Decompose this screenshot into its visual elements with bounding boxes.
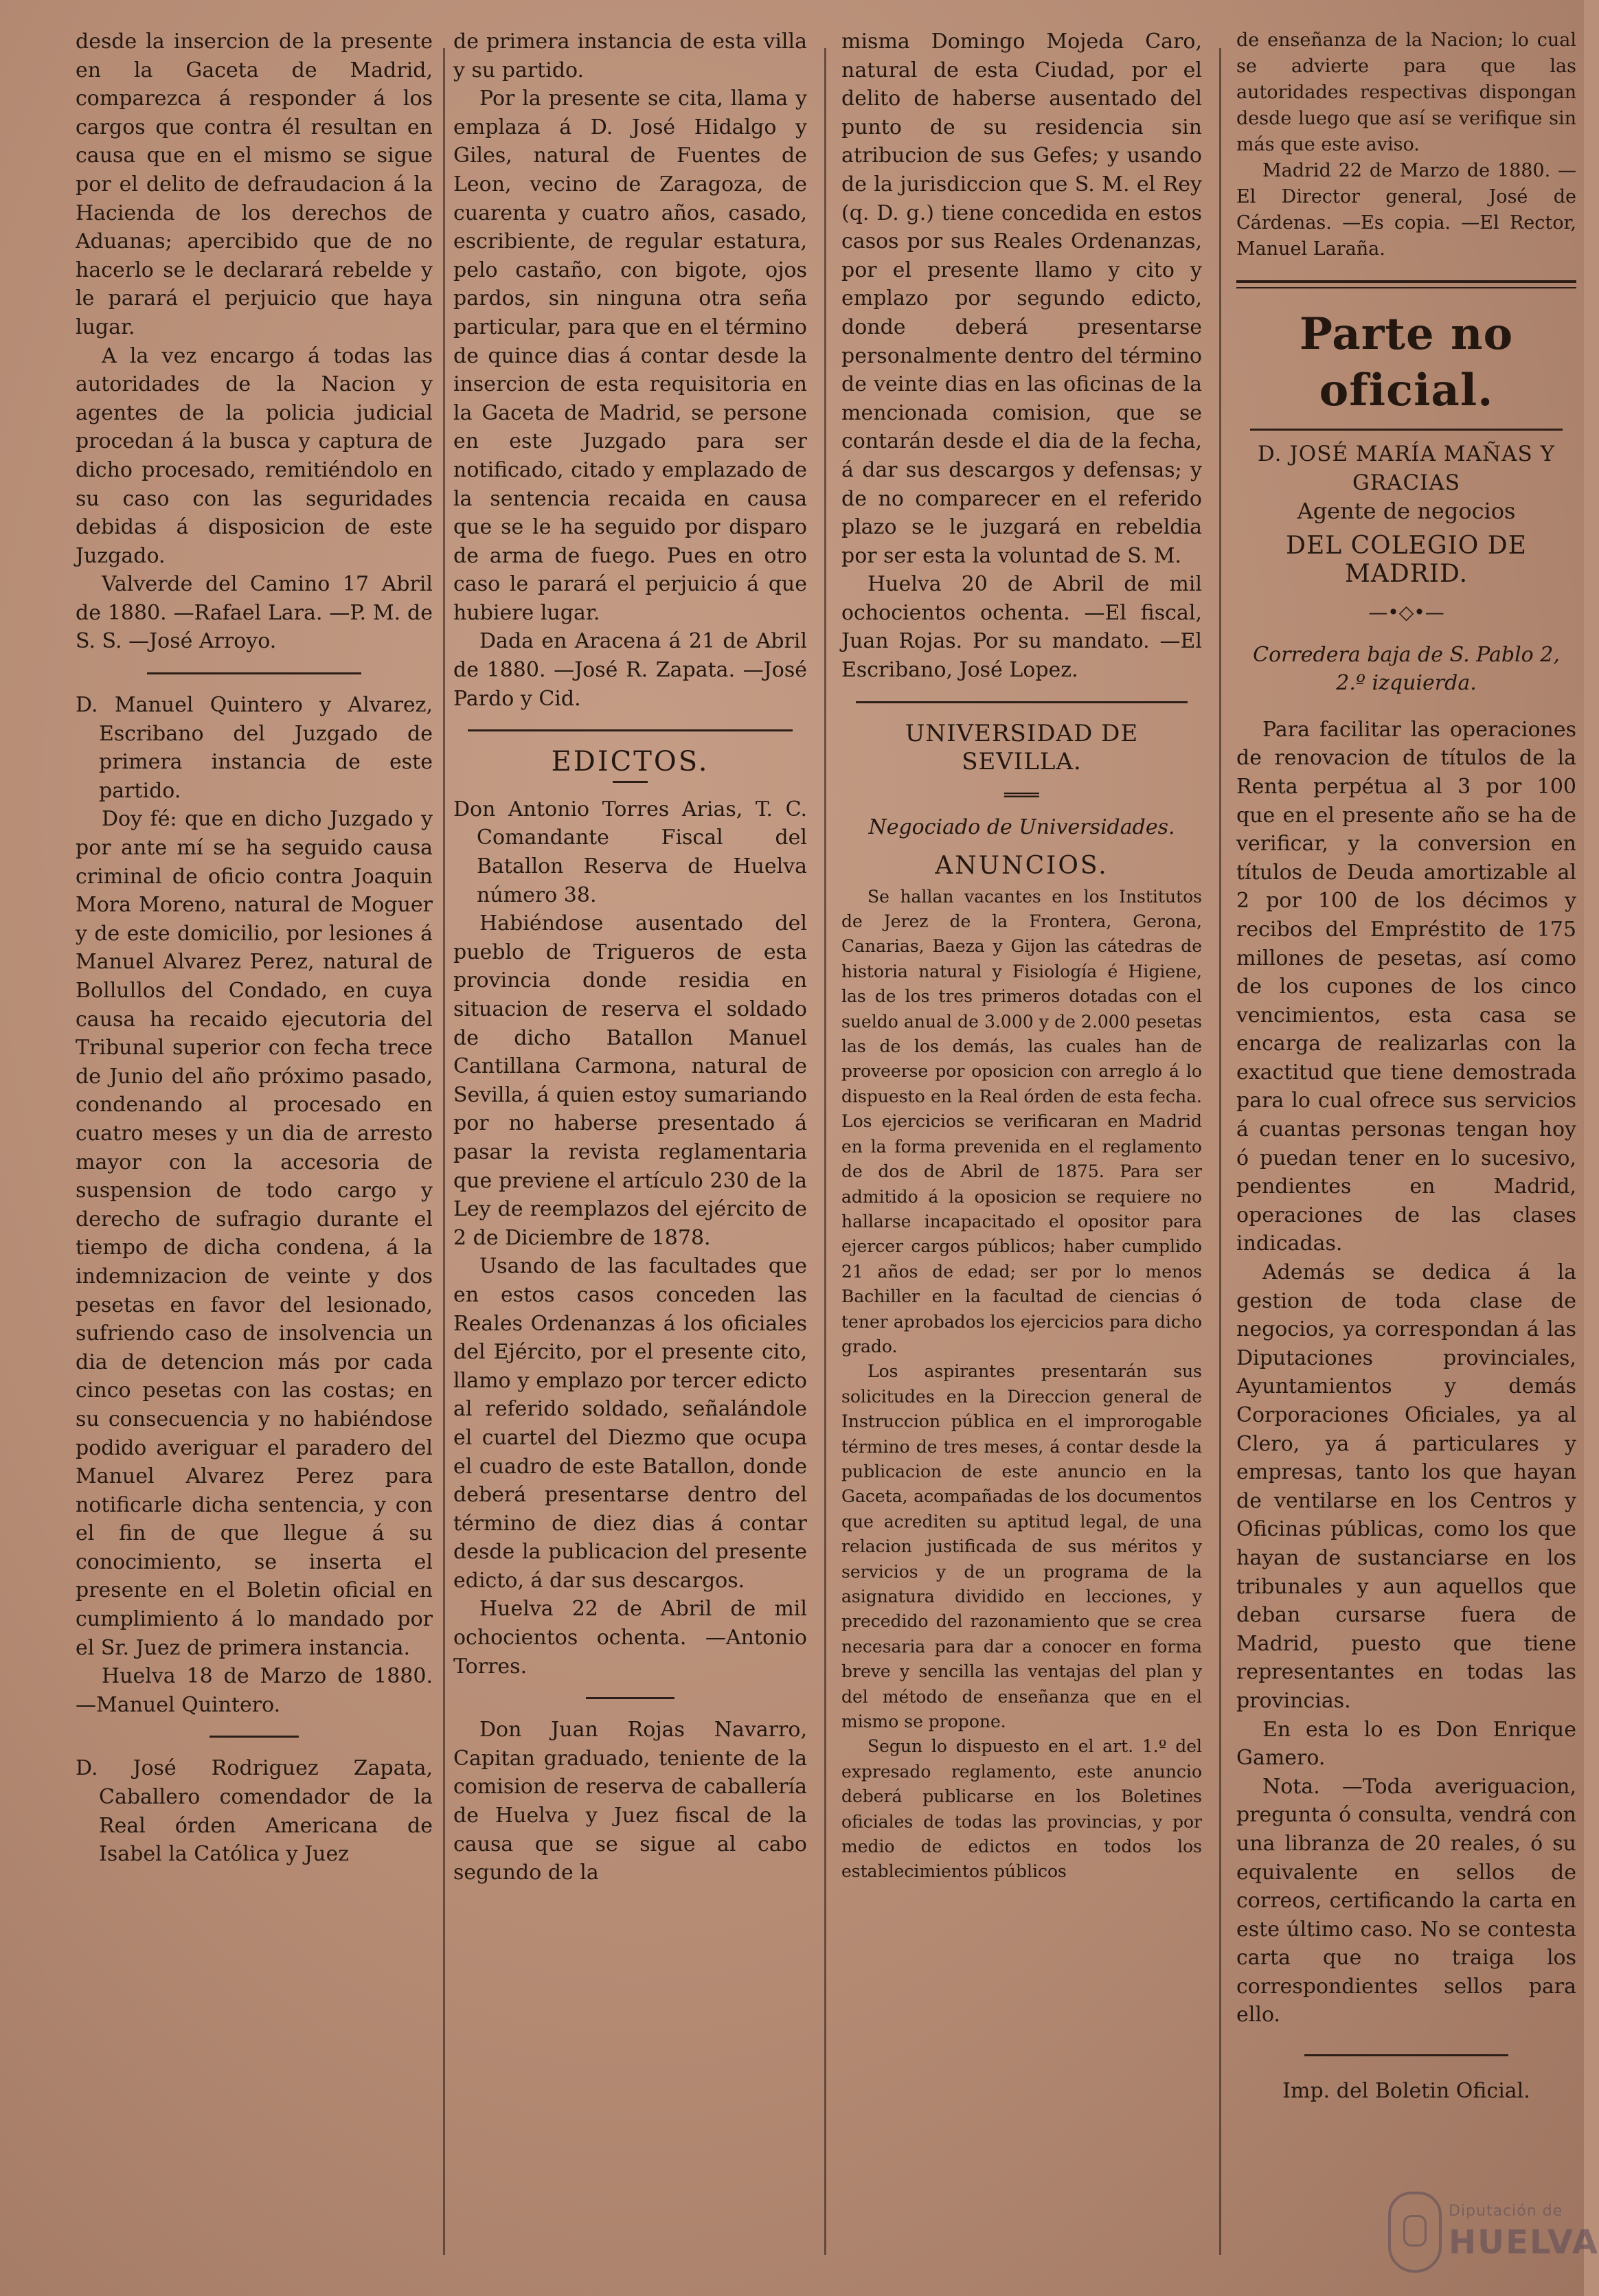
agent-colegio: DEL COLEGIO DE MADRID. <box>1286 531 1527 589</box>
agent-name: D. JOSÉ MARÍA MAÑAS Y GRACIAS <box>1257 442 1556 495</box>
notice-heading: D. José Rodriguez Zapata, Caballero comendador de la Real órden Americana de Isabel la Católica y Juez <box>76 1756 433 1867</box>
separator <box>856 701 1188 703</box>
dateline: Madrid 22 de Marzo de 1880. —El Director general, José de Cárdenas. —Es copia. —El Rector, Manuel Laraña. <box>1236 160 1576 260</box>
double-rule <box>1236 280 1576 288</box>
separator <box>1250 429 1563 431</box>
section-title-edictos: EDICTOS. <box>551 746 710 778</box>
dateline: Huelva 18 de Marzo de 1880. —Manuel Quintero. <box>76 1664 433 1717</box>
section-title-universidad: UNIVERSIDAD DE SEVILLA. <box>905 719 1139 776</box>
column-4 <box>1236 27 1576 2269</box>
separator <box>147 672 361 674</box>
printer-imprint: Imp. del Boletin Oficial. <box>1282 2079 1530 2104</box>
paragraph: A la vez encargo á todas las autoridades de la Nacion y agentes de la policia judicial procedan á la busca y captura de dicho procesado, remitiéndolo en su caso con las seguridades debidas á disposicion de este Juzgado. <box>76 343 433 568</box>
paragraph: Segun lo dispuesto en el art. 1.º del expresado reglamento, este anuncio deberá publicarse en los Boletines oficiales de todas las provincias, y por medio de edictos en todos los establecimientos públicos <box>841 1736 1202 1882</box>
agent-role: Agente de negocios <box>1297 498 1516 525</box>
separator <box>1304 2054 1508 2056</box>
notice-heading: Don Juan Rojas Navarro, Capitan graduado, teniente de la comision de reserva de caballería de Huelva y Juez fiscal de la causa que se sigue al cabo segundo de la <box>453 1718 807 1885</box>
ornament: —•◇•— <box>1368 600 1444 624</box>
column-3 <box>841 27 1202 2269</box>
short-rule <box>613 781 648 783</box>
paragraph: Usando de las facultades que en estos casos conceden las Reales Ordenanzas á los oficiales del Ejército, por el presente cito, llamo y emplazo por tercer edicto al referido soldado, señalándole el cuartel del Diezmo que ocupa el cuadro de este Batallon, donde deberá presentarse dentro del término de diez dias á contar desde la publicacion del presente edicto, á dar sus descargos. <box>453 1254 807 1593</box>
separator <box>209 1736 299 1738</box>
agent-address: Corredera baja de S. Pablo 2, 2.º izquierda. <box>1253 642 1560 696</box>
stamp-line-2: HUELVA <box>1449 2223 1599 2262</box>
column-rule <box>443 48 445 2255</box>
paragraph: misma Domingo Mojeda Caro, natural de esta Ciudad, por el delito de haberse ausentado del punto de su residencia sin atribucion de sus Gefes; y usando de la jurisdiccion que S. M. el Rey (q. D. g.) tiene concedida en estos casos por sus Reales Ordenanzas, por el presente llamo y cito y emplazo por segundo edicto, donde deberá presentarse personalmente dentro del término de veinte dias en las oficinas de la mencionada comision, que se contarán desde el dia de la fecha, á dar sus descargos y defensas; y de no comparecer en el referido plazo se le juzgará en rebeldia por ser esta la voluntad de S. M. <box>841 30 1202 568</box>
archive-stamp-logo <box>1388 2187 1599 2277</box>
separator <box>468 729 793 731</box>
paragraph: Se hallan vacantes en los Institutos de Jerez de la Frontera, Gerona, Canarias, Baeza y Gijon las cátedras de historia natural y Fisiología é Higiene, las de los tres primeros dotadas con el sueldo anual de 3.000 y de 2.000 pesetas las de los demás, las cuales han de proveerse por oposicion con arreglo á lo dispuesto en la Real órden de esta fecha. Los ejercicios se verificaran en Madrid en la forma prevenida en el reglamento de dos de Abril de 1875. Para ser admitido á la oposicion se requiere no hallarse incapacitado el opositor para ejercer cargos públicos; haber cumplido 21 años de edad; ser por lo menos Bachiller en la facultad de ciencias ó tener aprobados los ejercicios para dicho grado. <box>841 886 1202 1356</box>
separator <box>586 1697 674 1699</box>
subsection-title: Negociado de Universidades. <box>868 815 1175 840</box>
paragraph: Además se dedica á la gestion de toda clase de negocios, ya correspondan á las Diputaciones provinciales, Ayuntamientos y demás Corporaciones Oficiales, ya al Clero, ya á particulares y empresas, tanto los que hayan de ventilarse en los Centros y Oficinas públicas, como los que hayan de sustanciarse en los tribunales y aun aquellos que deban cursarse fuera de Madrid, puesto que tiene representantes en todas las provincias. <box>1236 1260 1576 1713</box>
section-title-anuncios: ANUNCIOS. <box>935 852 1109 880</box>
dateline: Dada en Aracena á 21 de Abril de 1880. —José R. Zapata. —José Pardo y Cid. <box>453 629 807 711</box>
paragraph: Habiéndose ausentado del pueblo de Trigueros de esta provincia donde residia en situacion de reserva el soldado de dicho Batallon Manuel Cantillana Carmona, natural de Sevilla, á quien estoy sumariando por no haberse presentado á pasar la revista reglamentaria que previene el artículo 230 de la Ley de reemplazos del ejército de 2 de Diciembre de 1878. <box>453 911 807 1250</box>
paragraph: desde la insercion de la presente en la Gaceta de Madrid, comparezca á responder á los cargos que contra él resultan en causa que en el mismo se sigue por el delito de defraudacion á la Hacienda de los derechos de Aduanas; apercibido que de no hacerlo se le declarará rebelde y le parará el perjuicio que haya lugar. <box>76 30 433 339</box>
ornament: ═══ <box>1004 783 1039 806</box>
paragraph: Para facilitar las operaciones de renovacion de títulos de la Renta perpétua al 3 por 100 que en el presente año se ha de verificar, y la conversion en títulos de Deuda amortizable al 2 por 100 de los décimos y recibos del Empréstito de 175 millones de pesetas, así como de los cupones de los cinco vencimientos, esta casa se encarga de realizarlas con la exactitud que tiene demostrada para lo cual ofrece sus servicios á cuantas personas tengan hoy ó puedan tener en lo sucesivo, pendientes en Madrid, operaciones de las clases indicadas. <box>1236 717 1576 1256</box>
shield-icon <box>1388 2192 1442 2273</box>
dateline: Huelva 22 de Abril de mil ochocientos ochenta. —Antonio Torres. <box>453 1597 807 1679</box>
paragraph: Por la presente se cita, llama y emplaza á D. José Hidalgo y Giles, natural de Fuentes de Leon, vecino de Zaragoza, de cuarenta y cuatro años, casado, escribiente, de regular estatura, pelo castaño, con bigote, ojos pardos, sin ninguna otra seña particular, para que en el término de quince dias á contar desde la insercion de esta requisitoria en la Gaceta de Madrid, se persone en este Juzgado para ser notificado, citado y emplazado de la sentencia recaida en causa que se le ha seguido por disparo de arma de fuego. Pues en otro caso le parará el perjuicio á que hubiere lugar. <box>453 87 807 625</box>
column-rule <box>1219 48 1221 2255</box>
dateline: Huelva 20 de Abril de mil ochocientos ochenta. —El fiscal, Juan Rojas. Por su mandato. —El Escribano, José Lopez. <box>841 572 1202 683</box>
paragraph: En esta lo es Don Enrique Gamero. <box>1236 1717 1576 1771</box>
stamp-line-1: Diputación de <box>1449 2203 1563 2220</box>
column-1 <box>76 27 433 2269</box>
paragraph: Los aspirantes presentarán sus solicitudes en la Direccion general de Instruccion pública en el improrogable término de tres meses, á contar desde la publicacion de este anuncio en la Gaceta, acompañadas de los documentos que acrediten su aptitud legal, de una relacion justificada de sus méritos y servicios y de un programa de la asignatura dividido en lecciones, y precedido del razonamiento que se crea necesaria para dar a conocer en forma breve y sencilla las ventajas del plan y del método de enseñanza que en el mismo se propone. <box>841 1361 1202 1732</box>
paragraph: Doy fé: que en dicho Juzgado y por ante mí se ha seguido causa criminal de oficio contra Joaquin Mora Moreno, natural de Moguer y de este domicilio, por lesiones á Manuel Alvarez Perez, natural de Bollullos del Condado, en cuya causa ha recaido ejecutoria del Tribunal superior con fecha trece de Junio del año próximo pasado, condenando al procesado en cuatro meses y un dia de arresto mayor con la accesoria de suspension de todo cargo y derecho de sufragio durante el tiempo de dicha condena, á la indemnizacion de veinte y dos pesetas en favor del lesionado, sufriendo caso de insolvencia un dia de detencion más por cada cinco pesetas con las costas; en su consecuencia y no habiéndose podido averiguar el paradero del Manuel Alvarez Perez para notificarle dicha sentencia, y con el fin de que llegue á su conocimiento, se inserta el presente en el Boletin oficial en cumplimiento á lo mandado por el Sr. Juez de primera instancia. <box>76 807 433 1660</box>
paragraph: Nota. —Toda averiguacion, pregunta ó consulta, vendrá con una libranza de 20 reales, ó su equivalente en sellos de correos, certificando la carta en este último caso. No se contesta carta que no traiga los correspondientes sellos para ello. <box>1236 1774 1576 2027</box>
dateline: Valverde del Camino 17 Abril de 1880. —Rafael Lara. —P. M. de S. S. —José Arroyo. <box>76 572 433 654</box>
column-2 <box>453 27 807 2269</box>
paragraph: de primera instancia de esta villa y su partido. <box>453 30 807 82</box>
notice-heading: Don Antonio Torres Arias, T. C. Comandante Fiscal del Batallon Reserva de Huelva número 38. <box>453 797 807 907</box>
column-rule <box>824 48 826 2255</box>
section-title-parte-no-oficial: Parte no oficial. <box>1299 308 1514 416</box>
paragraph: de enseñanza de la Nacion; lo cual se advierte para que las autoridades respectivas dispongan desde luego que así se verifique sin más que este aviso. <box>1236 30 1576 155</box>
notice-heading: D. Manuel Quintero y Alvarez, Escribano del Juzgado de primera instancia de este partido. <box>76 693 433 803</box>
